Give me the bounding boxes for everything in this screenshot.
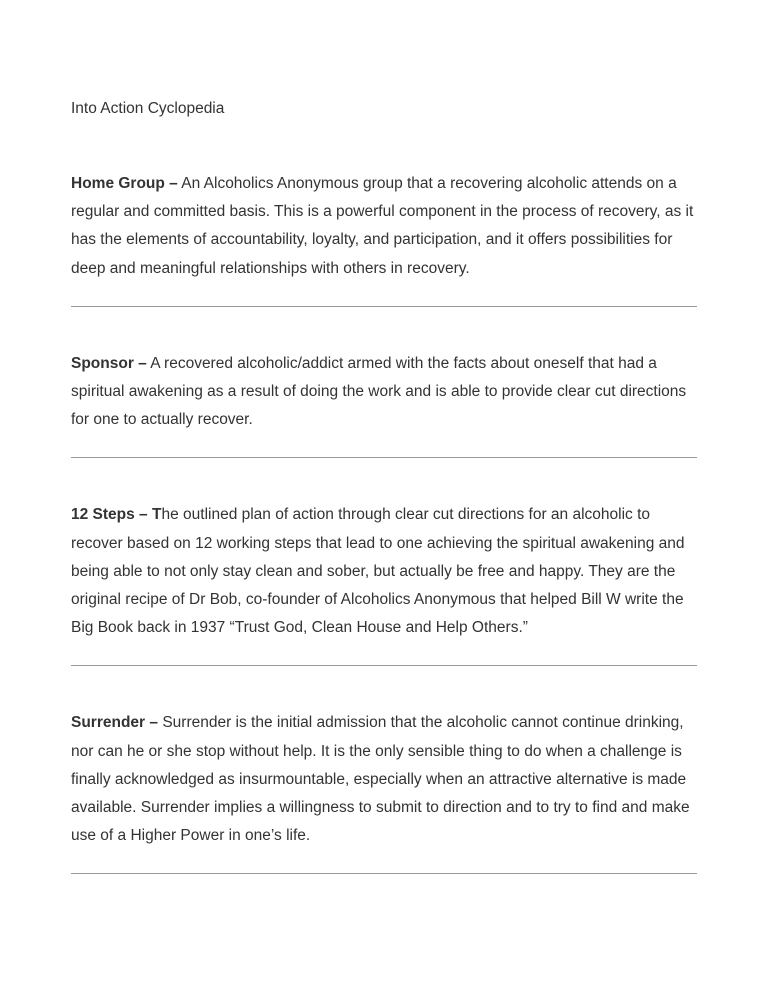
- entry-definition: A recovered alcoholic/addict armed with the facts about oneself that had a spiritual awakening as a result of doing the work and is able to provide clear cut directions for one to actually recover.: [71, 354, 687, 429]
- document-page: [71, 97, 697, 874]
- entry-sponsor: [71, 350, 697, 435]
- entry-text: [71, 350, 697, 435]
- entry-definition: he outlined plan of action through clear cut directions for an alcoholic to recover based on 12 working steps that lead to one achieving the spiritual awakening and being able to not only stay clean and sober, but actually be free and happy. They are the original recipe of Dr Bob, co-founder of Alcoholics Anonymous that helped Bill W write the Big Book back in 1937 “Trust God, Clean House and Help Others.”: [71, 506, 685, 637]
- entry-text: [71, 709, 697, 850]
- entry-term: Sponsor –: [71, 354, 147, 372]
- entry-definition: Surrender is the initial admission that the alcoholic cannot continue drinking, nor can he or she stop without help. It is the only sensible thing to do when a challenge is finally acknowledged as insurmountable, especially when an attractive alternative is made available. Surrender implies a willingness to submit to direction and to try to find and make use of a Higher Power in one’s life.: [71, 714, 690, 845]
- entry-definition: An Alcoholics Anonymous group that a recovering alcoholic attends on a regular and committed basis. This is a powerful component in the process of recovery, as it has the elements of accountability, loyalty, and participation, and it offers possibilities for deep and meaningful relationships with others in recovery.: [71, 175, 694, 277]
- entry-text: [71, 501, 697, 642]
- divider: [71, 665, 697, 666]
- document-title: Into Action Cyclopedia: [71, 100, 225, 117]
- entry-term: Home Group –: [71, 175, 178, 192]
- entry-surrender: [71, 709, 697, 850]
- divider: [71, 457, 697, 458]
- divider: [71, 873, 697, 874]
- entry-12-steps: [71, 501, 697, 642]
- entry-term: Surrender –: [71, 714, 159, 732]
- entry-term: 12 Steps – T: [71, 506, 162, 524]
- divider: [71, 306, 697, 307]
- entry-home-group: [71, 170, 697, 283]
- entry-text: [71, 170, 697, 283]
